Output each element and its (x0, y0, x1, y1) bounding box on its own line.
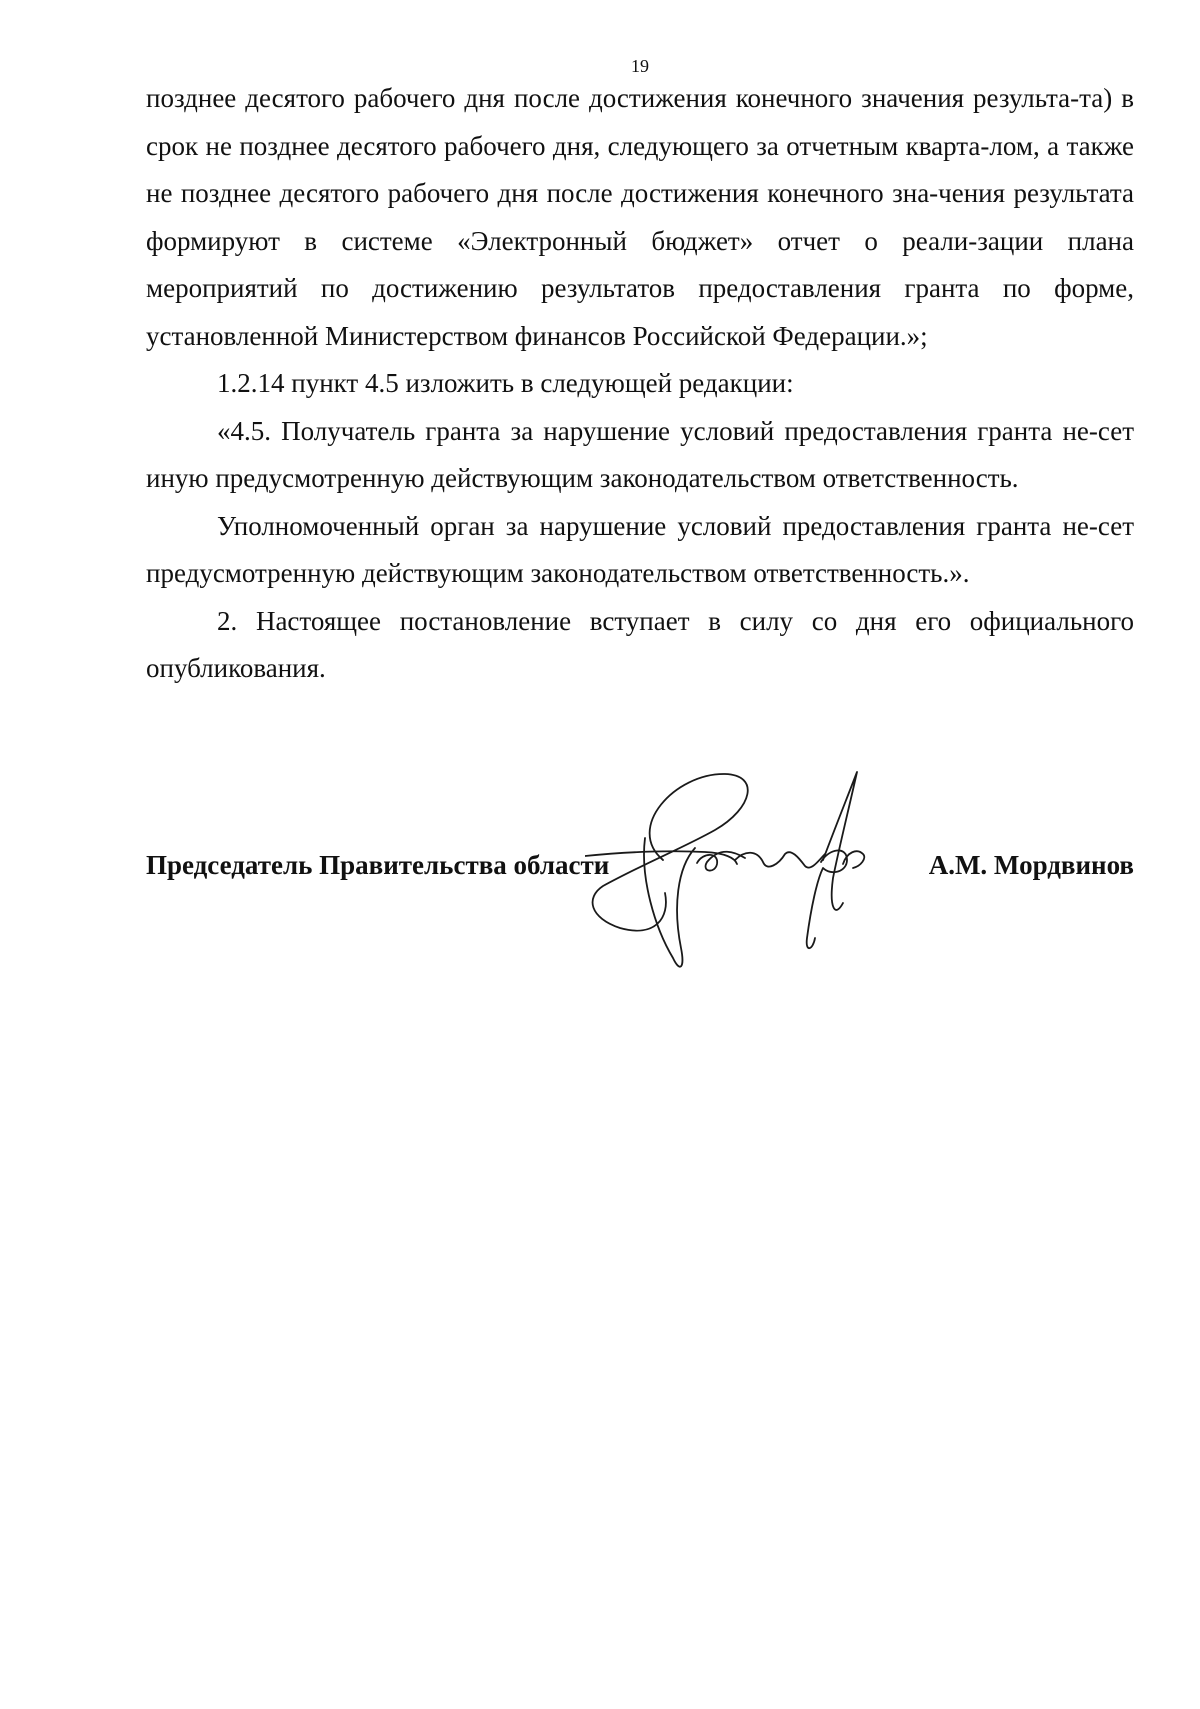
paragraph-amendment-item: 1.2.14 пункт 4.5 изложить в следующей редакции: (217, 368, 794, 398)
document-body (146, 75, 1134, 693)
handwritten-signature-icon (585, 768, 945, 983)
signatory-position: Председатель Правительства области (146, 850, 610, 880)
paragraph-entry-into-force: 2. Настоящее постановление вступает в силу со дня его официального опубликования. (146, 605, 1134, 683)
page-number: 19 (631, 56, 649, 76)
paragraph-clause-4-5: «4.5. Получатель гранта за нарушение условий предоставления гранта не-сет иную предусмотренную действующим законодательством ответственность. (146, 415, 1134, 493)
signatory-name: А.М. Мордвинов (928, 850, 1134, 880)
paragraph-continuation: позднее десятого рабочего дня после достижения конечного значения результа-та) в срок не позднее десятого рабочего дня, следующего за отчетным кварта-лом, а также не позднее десятого рабочего дня после достижения конечного зна-чения результата формируют в системе «Электронный бюджет» отчет о реали-зации плана мероприятий по достижению результатов предоставления гранта по форме, установленной Министерством финансов Российской Федерации.»; (146, 83, 1134, 351)
paragraph-authorized-body: Уполномоченный орган за нарушение условий предоставления гранта не-сет предусмотренную действующим законодательством ответственность.». (146, 510, 1134, 588)
